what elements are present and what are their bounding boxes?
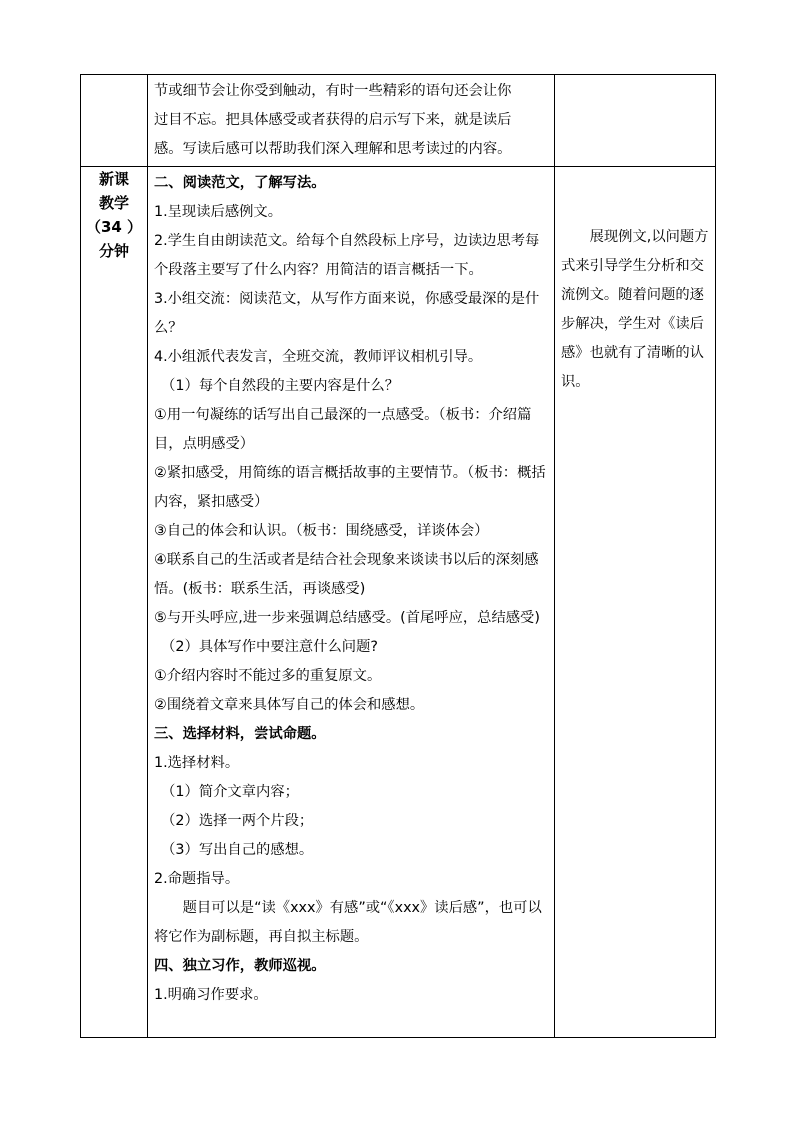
content-line: 1.明确习作要求。 xyxy=(154,987,268,1003)
content-line: ⑤与开头呼应,进一步来强调总结感受。(首尾呼应，总结感受) xyxy=(154,610,540,626)
content-line: 1.呈现读后感例文。 xyxy=(154,204,283,220)
content-line: （1）每个自然段的主要内容是什么？ xyxy=(161,378,399,394)
section-heading: 三、选择材料，尝试命题。 xyxy=(154,726,326,742)
table-row xyxy=(81,75,716,167)
content-line: ④联系自己的生活或者是结合社会现象来谈读书以后的深刻感悟。(板书：联系生活，再谈感受) xyxy=(154,552,539,597)
stage-label-line: （34 ） xyxy=(85,218,143,236)
content-cell xyxy=(148,75,555,167)
stage-cell xyxy=(81,167,148,1038)
stage-cell-empty xyxy=(81,75,148,167)
lesson-plan-table xyxy=(80,74,716,1038)
content-line: ③自己的体会和认识。（板书：围绕感受，详谈体会） xyxy=(154,523,489,539)
content-line: 3.小组交流：阅读范文，从写作方面来说，你感受最深的是什么？ xyxy=(154,291,540,336)
text-line: 感。写读后感可以帮助我们深入理解和思考读过的内容。 xyxy=(154,141,512,157)
teaching-content xyxy=(148,167,554,1012)
stage-label xyxy=(81,167,147,263)
content-line: ②围绕着文章来具体写自己的体会和感想。 xyxy=(154,697,425,713)
text-line: 过目不忘。把具体感受或者获得的启示写下来，就是读后 xyxy=(154,112,512,128)
stage-label-line: 新课 xyxy=(98,170,129,188)
content-cell xyxy=(148,167,555,1038)
content-line: 题目可以是“读《xxx》有感”或“《xxx》读后感”，也可以将它作为副标题，再自拟主标题。 xyxy=(154,900,542,945)
content-line: （3）写出自己的感想。 xyxy=(161,842,314,858)
design-cell xyxy=(555,167,716,1038)
stage-label-line: 分钟 xyxy=(98,242,129,260)
content-line: 4.小组派代表发言，全班交流，教师评议相机引导。 xyxy=(154,349,483,365)
content-line: ①介绍内容时不能过多的重复原文。 xyxy=(154,668,382,684)
content-line: 2.命题指导。 xyxy=(154,871,240,887)
content-line: （2）具体写作中要注意什么问题? xyxy=(161,639,378,655)
content-line: 2.学生自由朗读范文。给每个自然段标上序号，边读边思考每个段落主要写了什么内容？用简洁的语言概括一下。 xyxy=(154,233,540,278)
content-line: 1.选择材料。 xyxy=(154,755,240,771)
design-cell-empty xyxy=(555,75,716,167)
section-heading: 四、独立习作，教师巡视。 xyxy=(154,958,326,974)
content-line: ②紧扣感受，用简练的语言概括故事的主要情节。（板书：概括内容，紧扣感受） xyxy=(154,465,546,510)
table-row xyxy=(81,167,716,1038)
section-heading: 二、阅读范文，了解写法。 xyxy=(154,175,326,191)
content-line: ①用一句凝练的话写出自己最深的一点感受。（板书：介绍篇目，点明感受） xyxy=(154,407,532,452)
stage-label-line: 教学 xyxy=(98,194,129,212)
design-note: 展现例文,以问题方式来引导学生分析和交流例文。随着问题的逐步解决，学生对《读后感》也就有了清晰的认识。 xyxy=(561,229,709,390)
text-line: 节或细节会让你受到触动，有时一些精彩的语句还会让你 xyxy=(154,83,512,99)
content-line: （2）选择一两个片段； xyxy=(161,813,314,829)
content-line: （1）简介文章内容； xyxy=(161,784,299,800)
